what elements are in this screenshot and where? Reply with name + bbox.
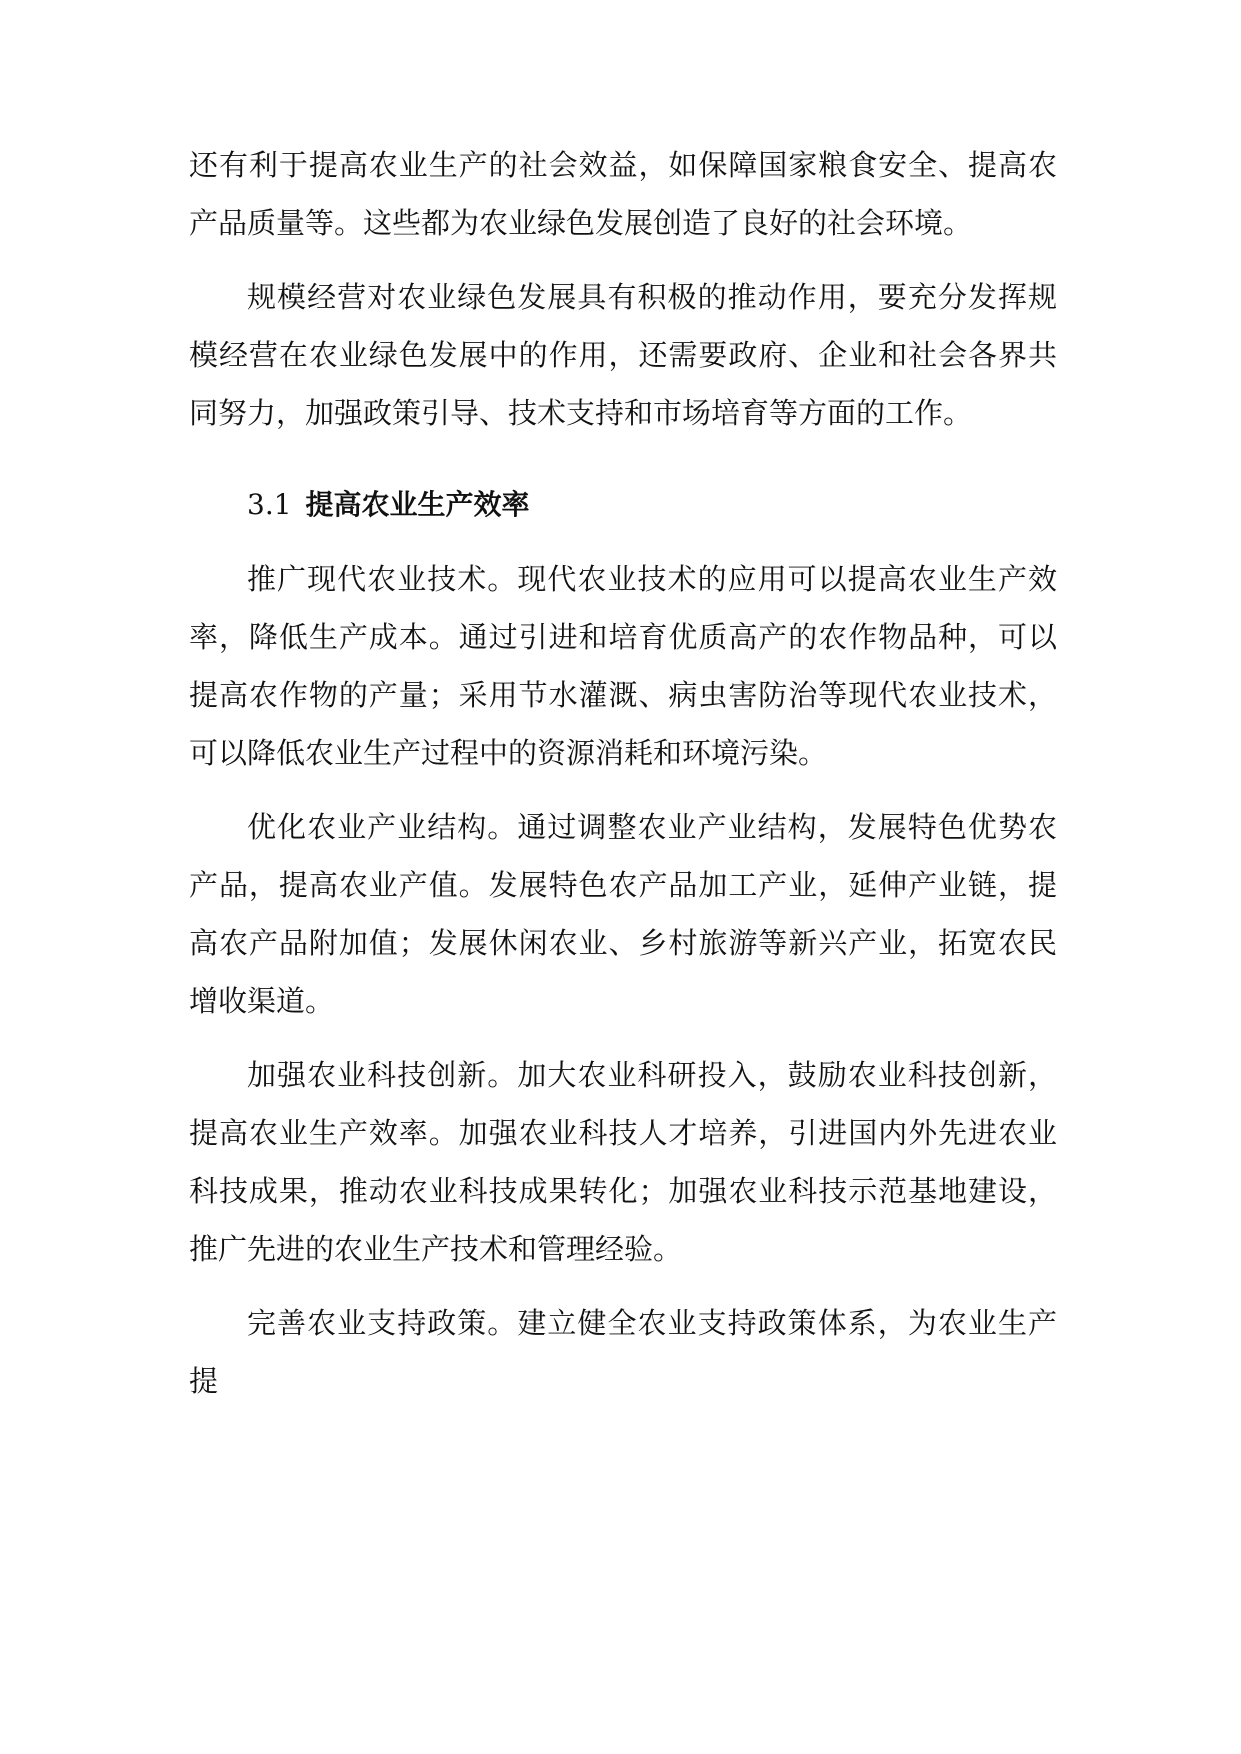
document-body: [189, 136, 1057, 1426]
paragraph-modern-technology: 推广现代农业技术。现代农业技术的应用可以提高农业生产效率，降低生产成本。通过引进和培育优质高产的农作物品种，可以提高农作物的产量；采用节水灌溉、病虫害防治等现代农业技术，可以降低农业生产过程中的资源消耗和环境污染。: [189, 562, 1057, 770]
section-heading: [189, 476, 1057, 534]
section-number: 3.1: [247, 488, 292, 521]
section-title: 提高农业生产效率: [305, 488, 530, 521]
paragraph-scale-operation: 规模经营对农业绿色发展具有积极的推动作用，要充分发挥规模经营在农业绿色发展中的作用，还需要政府、企业和社会各界共同努力，加强政策引导、技术支持和市场培育等方面的工作。: [189, 280, 1057, 430]
paragraph-tech-innovation: 加强农业科技创新。加大农业科研投入，鼓励农业科技创新，提高农业生产效率。加强农业科技人才培养，引进国内外先进农业科技成果，推动农业科技成果转化；加强农业科技示范基地建设，推广先进的农业生产技术和管理经验。: [189, 1058, 1057, 1266]
paragraph-support-policy: 完善农业支持政策。建立健全农业支持政策体系，为农业生产提: [189, 1306, 1057, 1398]
paragraph-continuation: 还有利于提高农业生产的社会效益，如保障国家粮食安全、提高农产品质量等。这些都为农业绿色发展创造了良好的社会环境。: [189, 148, 1057, 240]
paragraph-industry-structure: 优化农业产业结构。通过调整农业产业结构，发展特色优势农产品，提高农业产值。发展特色农产品加工产业，延伸产业链，提高农产品附加值；发展休闲农业、乡村旅游等新兴产业，拓宽农民增收渠道。: [189, 810, 1057, 1018]
